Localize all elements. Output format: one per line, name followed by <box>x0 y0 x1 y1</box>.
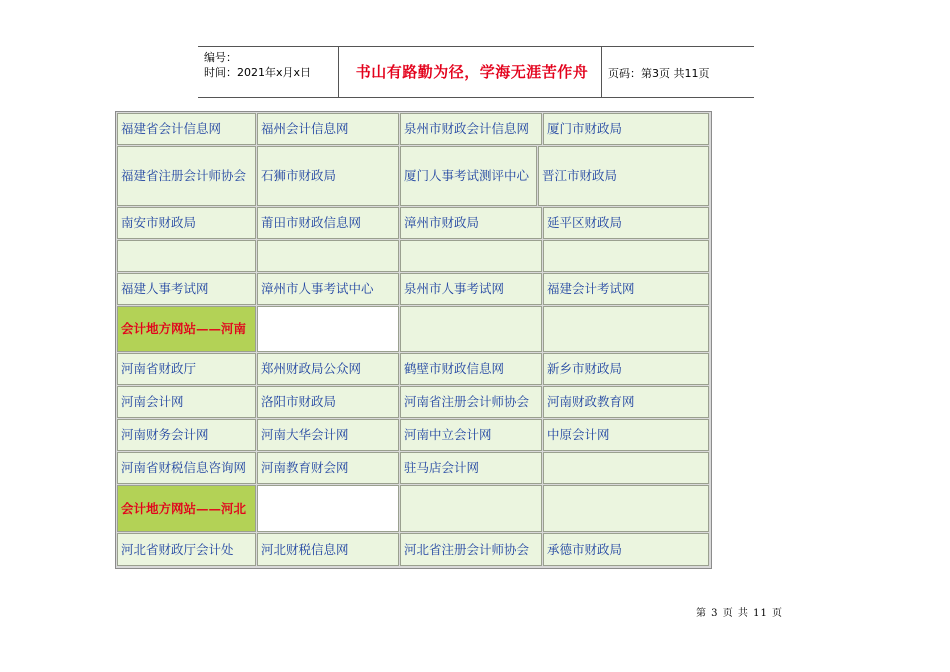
section-row <box>116 485 711 532</box>
link-cell[interactable]: 洛阳市财政局 <box>257 386 399 418</box>
link-cell[interactable]: 漳州市财政局 <box>400 207 542 239</box>
link-cell[interactable]: 福建人事考试网 <box>117 273 256 305</box>
link-cell[interactable]: 莆田市财政信息网 <box>257 207 399 239</box>
link-cell[interactable]: 河南省注册会计师协会 <box>400 386 542 418</box>
link-cell[interactable]: 泉州市财政会计信息网 <box>400 113 542 145</box>
empty-cell <box>117 240 256 272</box>
empty-cell <box>257 240 399 272</box>
link-cell[interactable]: 南安市财政局 <box>117 207 256 239</box>
link-cell[interactable]: 河南省财政厅 <box>117 353 256 385</box>
link-cell[interactable]: 泉州市人事考试网 <box>400 273 542 305</box>
link-cell[interactable]: 晋江市财政局 <box>538 146 709 206</box>
header-motto: 书山有路勤为径，学海无涯苦作舟 <box>355 63 589 81</box>
link-cell[interactable]: 河南会计网 <box>117 386 256 418</box>
table-row <box>116 146 711 206</box>
table-row <box>116 353 711 385</box>
header-divider <box>601 47 602 97</box>
number-label: 编号： <box>204 51 237 64</box>
link-cell[interactable]: 河南教育财会网 <box>257 452 399 484</box>
header-meta <box>204 50 311 80</box>
empty-cell <box>257 485 399 532</box>
empty-cell <box>400 240 542 272</box>
link-cell[interactable]: 河北省注册会计师协会 <box>400 533 542 566</box>
links-table <box>115 111 712 569</box>
table-row <box>116 419 711 451</box>
document-header <box>198 46 754 98</box>
empty-cell <box>543 452 709 484</box>
link-cell[interactable]: 河南大华会计网 <box>257 419 399 451</box>
empty-cell <box>400 306 542 352</box>
link-cell[interactable]: 驻马店会计网 <box>400 452 542 484</box>
link-cell[interactable]: 鹤壁市财政信息网 <box>400 353 542 385</box>
link-cell[interactable]: 河南省财税信息咨询网 <box>117 452 256 484</box>
empty-cell <box>543 240 709 272</box>
table-row <box>116 207 711 239</box>
link-cell[interactable]: 新乡市财政局 <box>543 353 709 385</box>
section-header-hebei: 会计地方网站——河北 <box>117 485 256 532</box>
link-cell[interactable]: 河南财政教育网 <box>543 386 709 418</box>
table-row <box>116 113 711 145</box>
section-header-henan: 会计地方网站——河南 <box>117 306 256 352</box>
section-row <box>116 306 711 352</box>
link-cell[interactable]: 河北省财政厅会计处 <box>117 533 256 566</box>
header-page-label: 页码：第3页 共11页 <box>608 67 710 80</box>
page-footer: 第 3 页 共 11 页 <box>696 608 783 619</box>
link-cell[interactable]: 福建省注册会计师协会 <box>117 146 256 206</box>
link-cell[interactable]: 石狮市财政局 <box>257 146 399 206</box>
link-cell[interactable]: 中原会计网 <box>543 419 709 451</box>
table-row <box>116 452 711 484</box>
time-label: 时间：2021年x月x日 <box>204 66 312 79</box>
link-cell[interactable]: 承德市财政局 <box>543 533 709 566</box>
empty-cell <box>543 485 709 532</box>
link-cell[interactable]: 厦门市财政局 <box>543 113 709 145</box>
link-cell[interactable]: 福州会计信息网 <box>257 113 399 145</box>
empty-cell <box>543 306 709 352</box>
link-cell[interactable]: 厦门人事考试测评中心 <box>400 146 537 206</box>
table-row <box>116 386 711 418</box>
link-cell[interactable]: 河南财务会计网 <box>117 419 256 451</box>
link-cell[interactable]: 延平区财政局 <box>543 207 709 239</box>
link-cell[interactable]: 河北财税信息网 <box>257 533 399 566</box>
table-row <box>116 273 711 305</box>
link-cell[interactable]: 郑州财政局公众网 <box>257 353 399 385</box>
link-cell[interactable]: 福建省会计信息网 <box>117 113 256 145</box>
header-divider <box>338 47 339 97</box>
link-cell[interactable]: 河南中立会计网 <box>400 419 542 451</box>
empty-cell <box>400 485 542 532</box>
table-row <box>116 240 711 272</box>
link-cell[interactable]: 漳州市人事考试中心 <box>257 273 399 305</box>
empty-cell <box>257 306 399 352</box>
link-cell[interactable]: 福建会计考试网 <box>543 273 709 305</box>
table-row <box>116 533 711 566</box>
